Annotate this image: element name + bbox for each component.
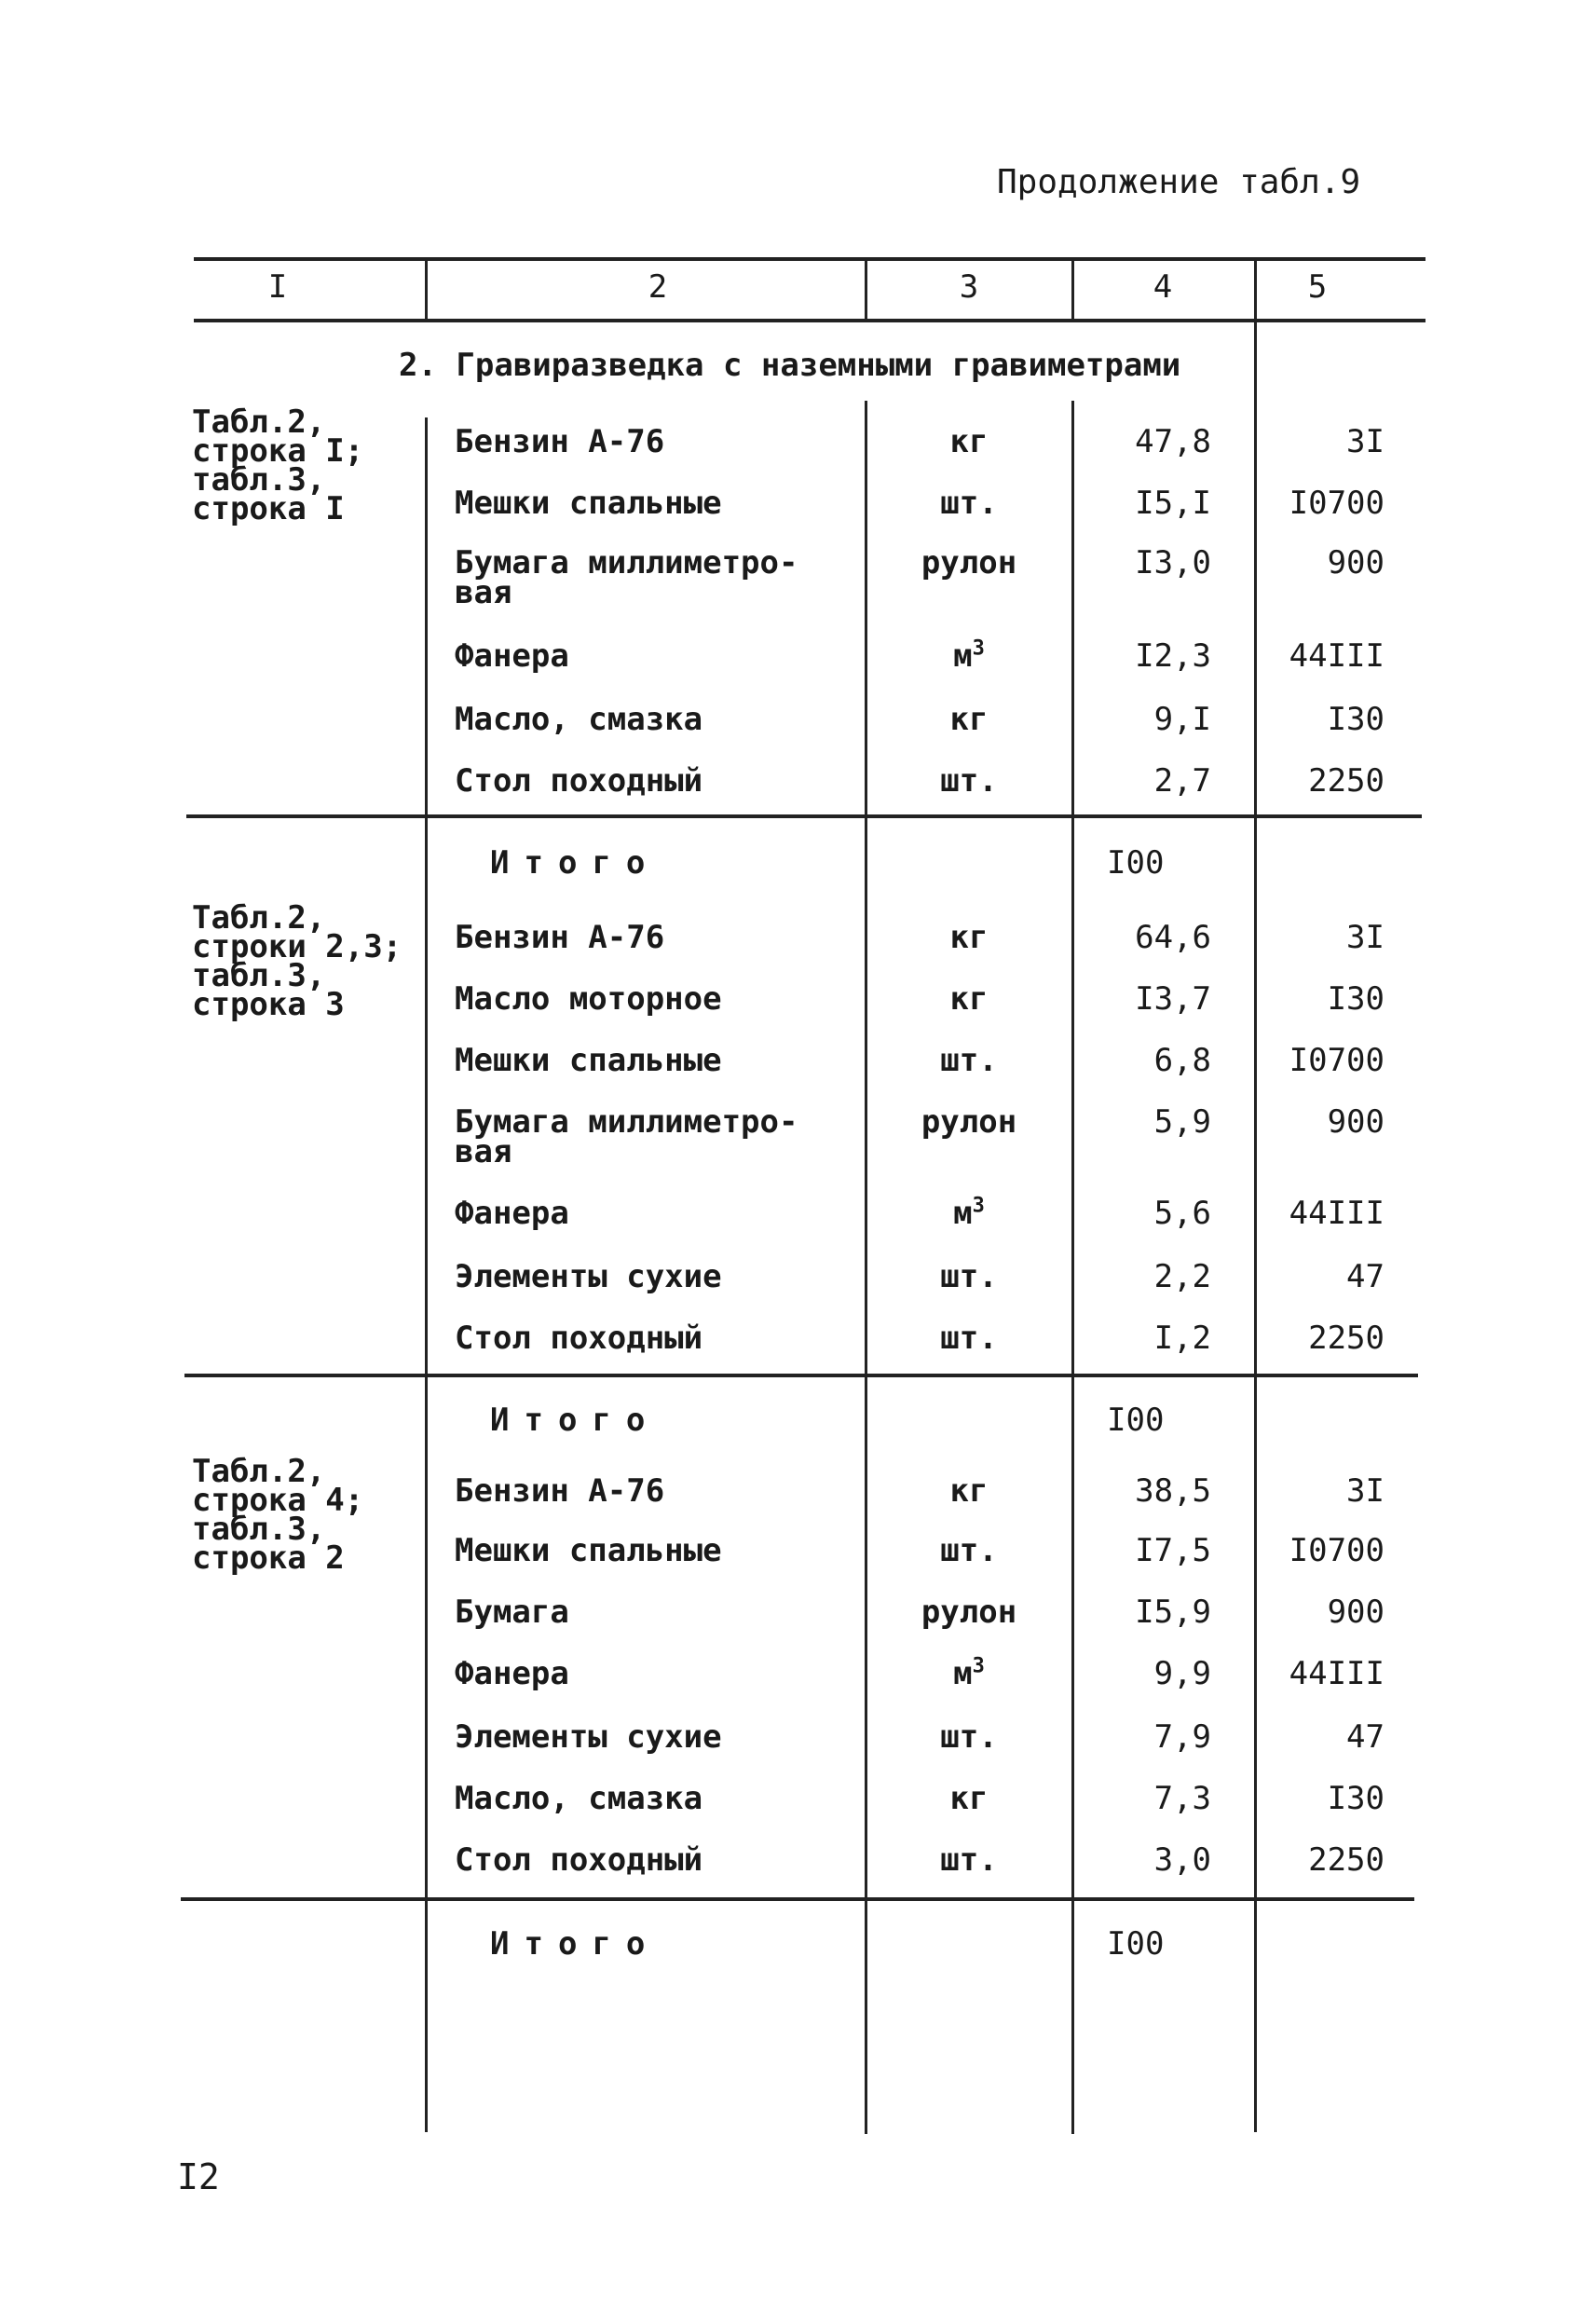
- item-name: Бензин А-76: [455, 1472, 665, 1510]
- share-value: 7,3: [1153, 1780, 1211, 1817]
- source-reference-line: строка I: [192, 490, 345, 527]
- unit-text: кг: [949, 423, 989, 460]
- unit-cell: [950, 703, 989, 736]
- share-value: 47,8: [1135, 423, 1211, 460]
- code-value: 900: [1327, 1103, 1385, 1141]
- unit-cell: [950, 425, 989, 458]
- unit-text: рулон: [921, 1103, 1017, 1141]
- unit-text: рулон: [921, 1594, 1017, 1631]
- item-name: Стол походный: [455, 1841, 703, 1879]
- code-value: 2250: [1308, 1841, 1385, 1879]
- share-value: 9,I: [1153, 701, 1211, 738]
- code-value: 900: [1327, 1594, 1385, 1631]
- share-value: 5,6: [1153, 1195, 1211, 1232]
- share-value: I5,I: [1135, 485, 1211, 522]
- item-name: Бумага: [455, 1594, 569, 1631]
- unit-cell: [950, 982, 989, 1016]
- item-name: Фанера: [455, 637, 569, 675]
- unit-cell: [950, 1474, 989, 1508]
- unit-cell: [950, 1782, 989, 1815]
- item-name: Масло, смазка: [455, 701, 703, 738]
- unit-superscript: 3: [972, 636, 985, 661]
- unit-cell: [940, 764, 997, 798]
- source-reference-line: Табл.2,: [192, 899, 326, 937]
- unit-cell: [953, 636, 985, 675]
- unit-cell: [940, 1534, 997, 1567]
- unit-cell: [940, 486, 997, 520]
- unit-cell: [940, 1843, 997, 1877]
- unit-text: м: [953, 637, 973, 675]
- source-reference-line: табл.3,: [192, 461, 326, 499]
- unit-cell: [950, 921, 989, 954]
- unit-superscript: 3: [972, 1194, 985, 1218]
- unit-cell: [940, 1321, 997, 1355]
- code-value: I30: [1327, 980, 1385, 1018]
- unit-text: шт.: [940, 1320, 998, 1357]
- source-reference-line: табл.3,: [192, 1511, 326, 1548]
- share-value: 5,9: [1153, 1103, 1211, 1141]
- share-value: 6,8: [1153, 1042, 1211, 1079]
- share-value: 2,2: [1153, 1258, 1211, 1295]
- share-value: 9,9: [1153, 1655, 1211, 1692]
- item-name: Фанера: [455, 1195, 569, 1232]
- page-number: I2: [177, 2156, 220, 2197]
- total-value: I00: [1107, 1402, 1165, 1439]
- code-value: 47: [1346, 1718, 1385, 1756]
- share-value: 3,0: [1153, 1841, 1211, 1879]
- item-name: Стол походный: [455, 1320, 703, 1357]
- unit-cell: [940, 1044, 997, 1077]
- code-value: 44III: [1289, 1655, 1385, 1692]
- group-3-rule: [181, 1897, 1414, 1901]
- code-value: 3I: [1346, 423, 1385, 460]
- unit-text: шт.: [940, 485, 998, 522]
- item-name: Фанера: [455, 1655, 569, 1692]
- share-value: I3,7: [1135, 980, 1211, 1018]
- unit-cell: [921, 1595, 1016, 1629]
- header-col-5: 5: [1307, 268, 1328, 306]
- item-name: Масло, смазка: [455, 1780, 703, 1817]
- col-divider-2: [865, 401, 867, 2134]
- unit-cell: [921, 546, 1016, 580]
- group-1-rule: [186, 814, 1422, 818]
- unit-text: рулон: [921, 544, 1017, 581]
- total-label: Итого: [490, 1402, 661, 1439]
- unit-cell: [940, 1720, 997, 1754]
- code-value: 44III: [1289, 637, 1385, 675]
- source-reference-line: строка I;: [192, 432, 364, 470]
- header-col-1: I: [267, 268, 288, 306]
- share-value: 64,6: [1135, 919, 1211, 956]
- total-value: I00: [1107, 1925, 1165, 1963]
- code-value: 47: [1346, 1258, 1385, 1295]
- code-value: 3I: [1346, 1472, 1385, 1510]
- code-value: 44III: [1289, 1195, 1385, 1232]
- code-value: I0700: [1289, 1042, 1385, 1079]
- item-name: Мешки спальные: [455, 485, 722, 522]
- share-value: 7,9: [1153, 1718, 1211, 1756]
- share-value: 2,7: [1153, 762, 1211, 800]
- header-divider-1: [425, 257, 428, 322]
- unit-text: кг: [949, 1472, 989, 1510]
- item-name: Масло моторное: [455, 980, 722, 1018]
- code-value: 3I: [1346, 919, 1385, 956]
- unit-text: м: [953, 1195, 973, 1232]
- unit-superscript: 3: [972, 1654, 985, 1678]
- item-name-continuation: вая: [455, 574, 512, 611]
- total-value: I00: [1107, 844, 1165, 882]
- share-value: I2,3: [1135, 637, 1211, 675]
- unit-cell: [953, 1194, 985, 1232]
- header-col-4: 4: [1153, 268, 1173, 306]
- section-title: 2. Гравиразведка с наземными гравиметрами: [399, 347, 1181, 384]
- header-divider-2: [865, 257, 867, 322]
- code-value: I0700: [1289, 485, 1385, 522]
- item-name: Мешки спальные: [455, 1532, 722, 1569]
- item-name: Элементы сухие: [455, 1258, 722, 1295]
- item-name: Бензин А-76: [455, 423, 665, 460]
- header-col-3: 3: [959, 268, 979, 306]
- share-value: I,2: [1153, 1320, 1211, 1357]
- item-name: Бумага миллиметро-: [455, 1103, 798, 1141]
- unit-text: м: [953, 1655, 973, 1692]
- header-divider-3: [1071, 257, 1074, 322]
- unit-cell: [921, 1105, 1016, 1139]
- col-divider-4: [1254, 257, 1257, 2132]
- header-bottom-rule: [194, 319, 1425, 322]
- col-divider-1: [425, 417, 428, 2132]
- unit-text: шт.: [940, 1532, 998, 1569]
- source-reference-line: строка 2: [192, 1539, 345, 1577]
- share-value: I3,0: [1135, 544, 1211, 581]
- unit-text: шт.: [940, 1042, 998, 1079]
- header-top-rule: [194, 257, 1425, 261]
- item-name: Мешки спальные: [455, 1042, 722, 1079]
- unit-text: шт.: [940, 762, 998, 800]
- unit-text: кг: [949, 701, 989, 738]
- code-value: 2250: [1308, 1320, 1385, 1357]
- share-value: 38,5: [1135, 1472, 1211, 1510]
- source-reference-line: строки 2,3;: [192, 928, 402, 965]
- source-reference-line: Табл.2,: [192, 1453, 326, 1490]
- code-value: I0700: [1289, 1532, 1385, 1569]
- col-divider-3: [1071, 401, 1074, 2134]
- group-2-rule: [184, 1374, 1418, 1377]
- code-value: I30: [1327, 701, 1385, 738]
- unit-cell: [953, 1654, 985, 1692]
- code-value: 2250: [1308, 762, 1385, 800]
- source-reference-line: строка 4;: [192, 1482, 364, 1519]
- unit-text: кг: [949, 1780, 989, 1817]
- item-name: Бумага миллиметро-: [455, 544, 798, 581]
- unit-cell: [940, 1260, 997, 1293]
- code-value: I30: [1327, 1780, 1385, 1817]
- source-reference-line: Табл.2,: [192, 404, 326, 441]
- item-name: Элементы сухие: [455, 1718, 722, 1756]
- item-name-continuation: вая: [455, 1133, 512, 1170]
- unit-text: шт.: [940, 1718, 998, 1756]
- total-label: Итого: [490, 1925, 661, 1963]
- unit-text: шт.: [940, 1258, 998, 1295]
- unit-text: кг: [949, 919, 989, 956]
- item-name: Стол походный: [455, 762, 703, 800]
- share-value: I7,5: [1135, 1532, 1211, 1569]
- unit-text: шт.: [940, 1841, 998, 1879]
- source-reference-line: строка 3: [192, 986, 345, 1023]
- table-caption: Продолжение табл.9: [997, 163, 1361, 201]
- share-value: I5,9: [1135, 1594, 1211, 1631]
- total-label: Итого: [490, 844, 661, 882]
- unit-text: кг: [949, 980, 989, 1018]
- header-col-2: 2: [648, 268, 668, 306]
- code-value: 900: [1327, 544, 1385, 581]
- item-name: Бензин А-76: [455, 919, 665, 956]
- source-reference-line: табл.3,: [192, 957, 326, 994]
